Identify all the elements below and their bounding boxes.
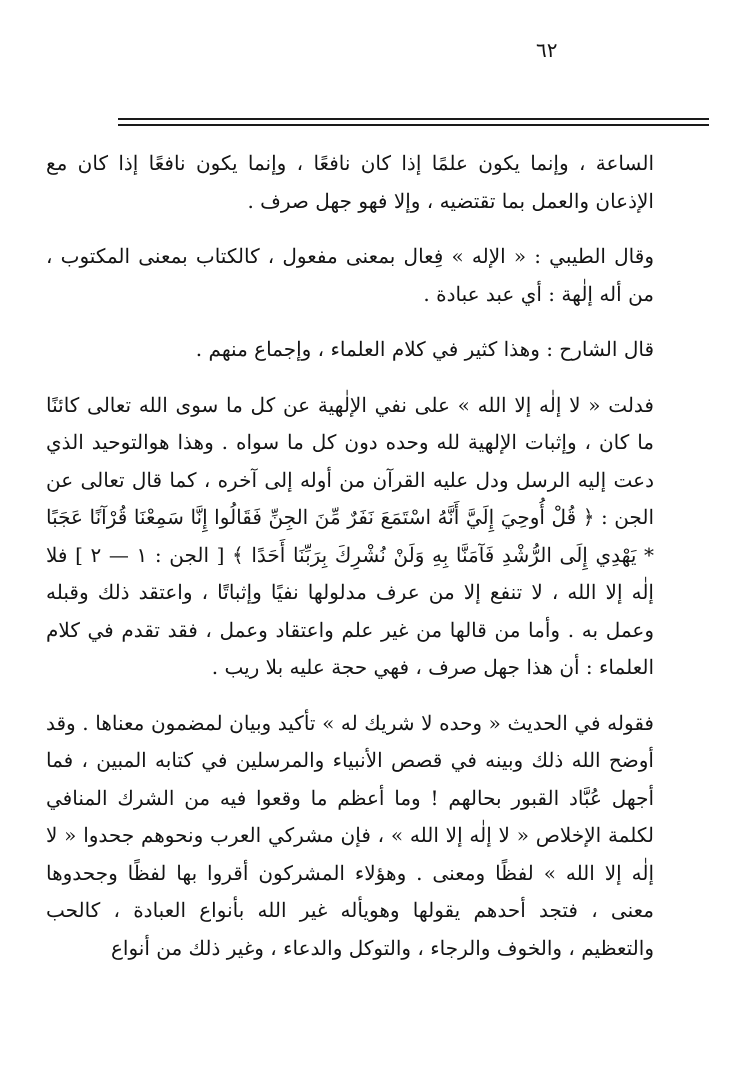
- page-number: ٦٢: [536, 38, 558, 62]
- paragraph-1: الساعة ، وإنما يكون علمًا إذا كان نافعًا ، وإنما يكون نافعًا إذا كان مع الإذعان والعمل بما تقتضيه ، وإلا فهو جهل صرف .: [46, 151, 654, 213]
- paragraph-5: فقوله في الحديث « وحده لا شريك له » تأكيد وبيان لمضمون معناها . وقد أوضح الله ذلك وبينه في قصص الأنبياء والمرسلين في كتابه المبين ، فما أجهل عُبَّاد القبور بحالهم ! وما أعظم ما وقعوا فيه من الشرك المنافي لكلمة الإخلاص « لا إلٰه إلا الله » ، فإن مشركي العرب ونحوهم جحدوا « لا إلٰه إلا الله » لفظًا ومعنى . وهؤلاء المشركون أقروا بها لفظًا وجحدوها معنى ، فتجد أحدهم يقولها وهويأله غير الله بأنواع العبادة ، كالحب والتعظيم ، والخوف والرجاء ، والتوكل والدعاء ، وغير ذلك من أنواع: [46, 710, 655, 960]
- header-rule-bottom: [118, 124, 709, 126]
- paragraph-3: قال الشارح : وهذا كثير في كلام العلماء ، وإجماع منهم .: [195, 337, 654, 361]
- paragraph-2: وقال الطيبي : « الإله » فِعال بمعنى مفعول ، كالكتاب بمعنى المكتوب ، من أله إلٰهة : أي عبد عبادة .: [46, 244, 654, 306]
- paragraph-4: فدلت « لا إلٰه إلا الله » على نفي الإلٰهية عن كل ما سوى الله تعالى كائنًا ما كان ، وإثبات الإلهية لله وحده دون كل ما سواه . وهذا هوالتوحيد الذي دعت إليه الرسل ودل عليه القرآن من أوله إلى آخره ، كما قال تعالى عن الجن : ﴿ قُلْ أُوحِيَ إِلَيَّ أَنَّهُ اسْتَمَعَ نَفَرٌ مِّنَ الجِنِّ فَقَالُوا إِنَّا سَمِعْنَا قُرْآنًا عَجَبًا * يَهْدِي إِلَى الرُّشْدِ فَآمَنَّا بِهِ وَلَنْ نُشْرِكَ بِرَبِّنَا أَحَدًا ﴾ [ الجن : ١ — ٢ ] فلا إلٰه إلا الله ، لا تنفع إلا من عرف مدلولها نفيًا وإثباتًا ، واعتقد ذلك وقبله وعمل به . وأما من قالها من غير علم واعتقاد وعمل ، فقد تقدم في كلام العلماء : أن هذا جهل صرف ، فهي حجة عليه بلا ريب .: [46, 392, 655, 679]
- body-text: [46, 145, 654, 967]
- header-rule-top: [118, 118, 709, 120]
